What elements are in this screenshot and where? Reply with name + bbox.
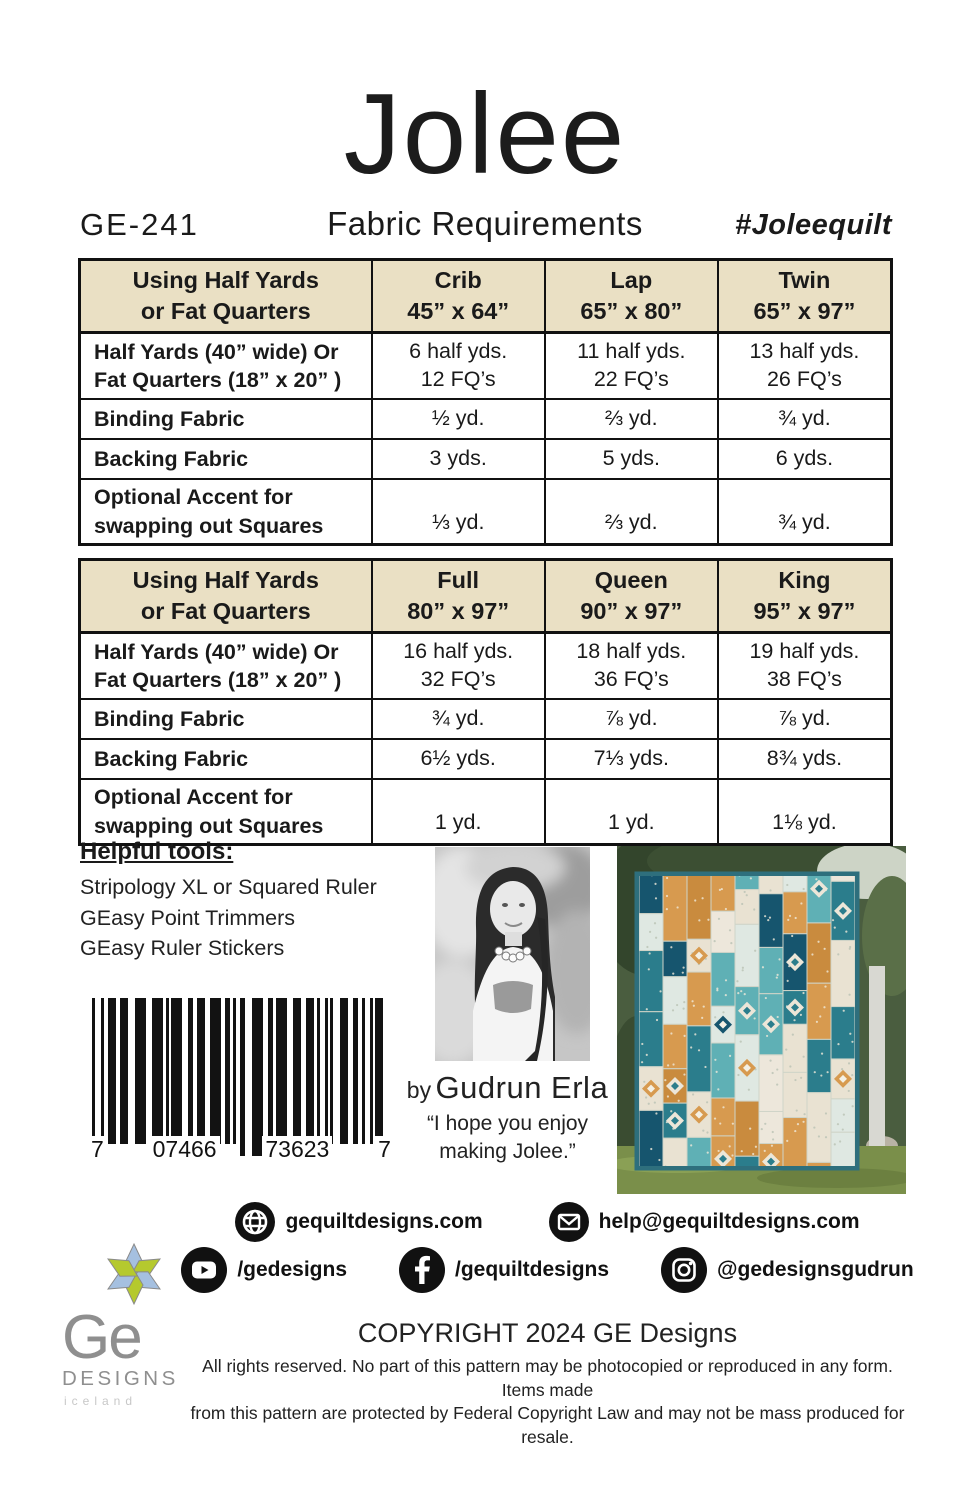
value: 7⅓ yds.	[593, 746, 669, 771]
author-photo	[435, 847, 590, 1061]
ge-designs-logo	[60, 1240, 192, 1415]
barcode-bars	[88, 998, 394, 1156]
cell-full	[371, 634, 544, 698]
value: ¾ yd.	[778, 406, 831, 431]
row-label-text: Backing Fabric	[94, 746, 249, 771]
cell-twin	[717, 480, 890, 543]
row-label	[81, 400, 371, 438]
quote-line2: making Jolee.”	[439, 1140, 576, 1164]
cell-king	[717, 700, 890, 738]
corner-header	[81, 561, 371, 631]
size-name: Lap	[610, 267, 653, 294]
cell-crib	[371, 400, 544, 438]
row-backing-fabric	[81, 738, 890, 778]
cell-twin	[717, 440, 890, 478]
page-subtitle: Fabric Requirements	[327, 205, 643, 242]
facebook-icon	[399, 1247, 445, 1293]
row-label-line1: Optional Accent for	[94, 785, 293, 810]
instagram-text: @gedesignsgudrun	[717, 1258, 914, 1281]
size-dimensions: 95” x 97”	[753, 598, 856, 624]
size-dimensions: 65” x 97”	[753, 298, 856, 324]
cell-lap	[544, 400, 717, 438]
copyright-title: COPYRIGHT 2024 GE Designs	[357, 1318, 738, 1348]
helpful-tools-section	[80, 838, 377, 964]
row-label-text: Backing Fabric	[94, 446, 249, 471]
cell-twin	[717, 400, 890, 438]
value-line2: 12 FQ’s	[420, 367, 496, 391]
corner-header	[81, 261, 371, 331]
cell-crib	[371, 440, 544, 478]
author-name: Gudrun Erla	[435, 1070, 609, 1105]
row-label	[81, 634, 371, 698]
size-dimensions: 45” x 64”	[407, 298, 510, 324]
size-dimensions: 65” x 80”	[580, 298, 683, 324]
barcode-digit-group: 07466	[150, 1136, 220, 1163]
barcode-digit-group: 7	[88, 1136, 107, 1163]
email-item	[549, 1202, 860, 1242]
requirements-table-large-sizes	[78, 558, 893, 846]
row-label-line1: Optional Accent for	[94, 485, 293, 510]
value-line1: 11 half yds.	[577, 339, 686, 364]
legal-line1: All rights reserved. No part of this pattern may be photocopied or reproduced in any form. Items made	[202, 1356, 893, 1400]
value-line1: 18 half yds.	[576, 639, 687, 664]
email-text: help@gequiltdesigns.com	[598, 1210, 860, 1233]
youtube-text: /gedesigns	[237, 1258, 348, 1281]
tool-item: Stripology XL or Squared Ruler	[80, 875, 377, 899]
value: 6 yds.	[775, 446, 834, 471]
value: 8¾ yds.	[766, 746, 843, 771]
row-label-line1: Half Yards (40” wide) Or	[94, 339, 339, 364]
row-half-yards	[81, 632, 890, 698]
cell-full	[371, 740, 544, 778]
youtube-item	[181, 1247, 347, 1293]
value: ⅔ yd.	[605, 406, 658, 431]
corner-line2: or Fat Quarters	[140, 598, 311, 624]
column-header-king	[717, 561, 890, 631]
value: 1⅛ yd.	[772, 810, 837, 835]
logo-iceland-text: iceland	[64, 1394, 138, 1408]
ge-designs-logo-image	[60, 1240, 192, 1415]
column-header-full	[371, 561, 544, 631]
size-dimensions: 90” x 97”	[580, 598, 683, 624]
row-label	[81, 440, 371, 478]
value: ¾ yd.	[431, 706, 485, 731]
table-header-row	[81, 561, 890, 632]
row-label-line2: Fat Quarters (18” x 20” )	[94, 668, 342, 692]
row-label	[81, 780, 371, 843]
quilt-photo-image	[617, 846, 906, 1194]
cell-queen	[544, 700, 717, 738]
copyright-section	[185, 1318, 910, 1450]
contact-row-2	[185, 1246, 914, 1294]
instagram-item	[661, 1247, 914, 1293]
value-line1: 13 half yds.	[749, 339, 860, 364]
cell-king	[717, 780, 890, 843]
cell-twin	[717, 334, 890, 398]
logo-designs-text: DESIGNS	[62, 1367, 179, 1390]
barcode-digit-group: 7	[375, 1136, 394, 1163]
value: 6½ yds.	[420, 746, 496, 771]
logo-ge-text: Ge	[62, 1303, 141, 1372]
value-line1: 19 half yds.	[749, 639, 860, 664]
column-header-twin	[717, 261, 890, 331]
contact-row-1	[185, 1200, 910, 1244]
legal-line2: from this pattern are protected by Federal Copyright Law and may not be mass produced for resale.	[190, 1403, 905, 1447]
size-name: King	[778, 567, 831, 594]
value-line2: 22 FQ’s	[593, 367, 669, 391]
website-item	[235, 1202, 482, 1242]
barcode	[88, 998, 394, 1163]
value: 1 yd.	[607, 810, 655, 835]
row-backing-fabric	[81, 438, 890, 478]
cell-crib	[371, 334, 544, 398]
website-text: gequiltdesigns.com	[285, 1210, 483, 1233]
value: ¾ yd.	[778, 510, 831, 535]
helpful-tools-heading: Helpful tools:	[80, 838, 234, 865]
column-header-lap	[544, 261, 717, 331]
byline	[395, 1070, 620, 1106]
facebook-item	[399, 1247, 609, 1293]
row-label	[81, 334, 371, 398]
value: ⅓ yd.	[431, 510, 485, 535]
row-label-line2: swapping out Squares	[94, 513, 324, 538]
quilt-photo	[617, 846, 906, 1194]
requirements-table-small-sizes	[78, 258, 893, 546]
value: 1 yd.	[434, 810, 482, 835]
value-line2: 32 FQ’s	[420, 667, 496, 691]
row-optional-accent	[81, 478, 890, 543]
cell-lap	[544, 334, 717, 398]
cell-full	[371, 700, 544, 738]
author-photo-image	[435, 847, 590, 1061]
table-header-row	[81, 261, 890, 332]
fabric-requirements-tables	[78, 258, 893, 846]
value-line1: 16 half yds.	[403, 639, 514, 664]
cell-king	[717, 740, 890, 778]
page-title: Jolee	[343, 71, 627, 198]
value: ⅞ yd.	[778, 706, 831, 731]
author-quote	[395, 1110, 620, 1167]
instagram-icon	[661, 1247, 707, 1293]
value: 3 yds.	[429, 446, 487, 471]
cell-queen	[544, 740, 717, 778]
pattern-code: GE-241	[80, 207, 199, 242]
row-label-line2: swapping out Squares	[94, 813, 324, 838]
facebook-text: /gequiltdesigns	[455, 1258, 610, 1281]
barcode-digit-group: 73623	[262, 1136, 332, 1163]
value: ½ yd.	[431, 406, 485, 431]
cell-king	[717, 634, 890, 698]
size-name: Queen	[594, 567, 668, 594]
value: ⅞ yd.	[605, 706, 658, 731]
row-label-text: Binding Fabric	[94, 706, 245, 731]
row-half-yards	[81, 332, 890, 398]
value: ⅔ yd.	[605, 510, 658, 535]
tool-item: GEasy Ruler Stickers	[80, 936, 285, 961]
byline-by: by	[406, 1077, 432, 1103]
quote-line1: “I hope you enjoy	[426, 1112, 589, 1135]
cell-queen	[544, 634, 717, 698]
size-name: Twin	[778, 267, 831, 294]
tool-item: GEasy Point Trimmers	[80, 905, 296, 930]
globe-icon	[235, 1202, 275, 1242]
envelope-icon	[549, 1202, 589, 1242]
row-optional-accent	[81, 778, 890, 843]
cell-lap	[544, 440, 717, 478]
cell-queen	[544, 780, 717, 843]
row-label	[81, 700, 371, 738]
row-label	[81, 740, 371, 778]
row-binding-fabric	[81, 398, 890, 438]
hashtag: #Joleequilt	[735, 209, 892, 241]
size-name: Crib	[434, 267, 482, 294]
corner-line1: Using Half Yards	[132, 267, 319, 294]
cell-full	[371, 780, 544, 843]
cell-crib	[371, 480, 544, 543]
row-label-line1: Half Yards (40” wide) Or	[94, 639, 339, 664]
column-header-crib	[371, 261, 544, 331]
contact-section	[185, 1200, 914, 1294]
value: 5 yds.	[602, 446, 660, 471]
size-name: Full	[437, 567, 480, 594]
value-line1: 6 half yds.	[409, 339, 508, 364]
size-dimensions: 80” x 97”	[407, 598, 510, 624]
value-line2: 26 FQ’s	[766, 367, 842, 391]
corner-line1: Using Half Yards	[132, 567, 319, 594]
row-label-line2: Fat Quarters (18” x 20” )	[94, 368, 342, 392]
corner-line2: or Fat Quarters	[140, 298, 311, 324]
row-label	[81, 480, 371, 543]
row-binding-fabric	[81, 698, 890, 738]
row-label-text: Binding Fabric	[94, 406, 245, 431]
cell-lap	[544, 480, 717, 543]
column-header-queen	[544, 561, 717, 631]
value-line2: 36 FQ’s	[593, 667, 669, 691]
value-line2: 38 FQ’s	[766, 667, 842, 691]
